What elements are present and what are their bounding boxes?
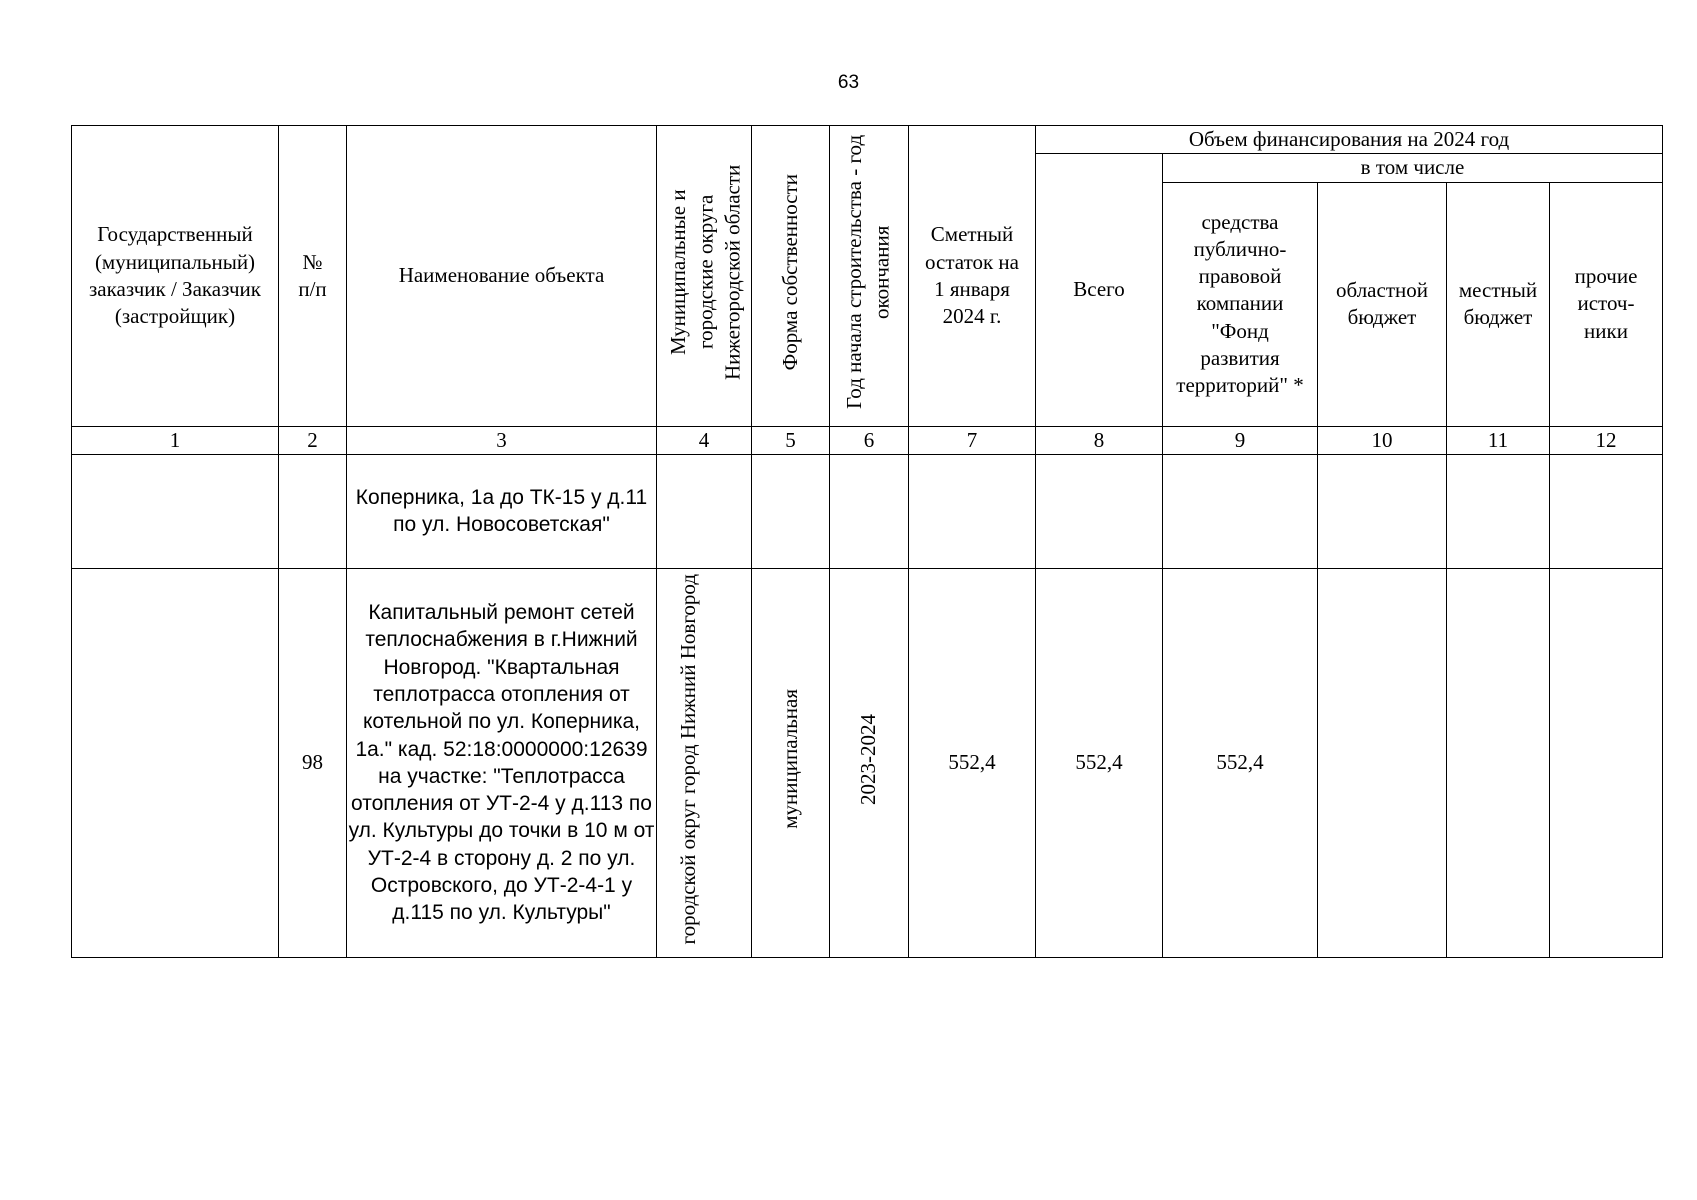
cell-other [1550,568,1663,957]
cell-fund [1163,454,1318,568]
cell-object-name: Капитальный ремонт сетей теплоснабжения в г.Нижний Новгород. "Квартальная теплотрасса отопления от котельной по ул. Коперника, 1а." кад. 52:18:0000000:12639 на участке: "Теплотрасса отопления от УТ-2-4 у д.113 по ул. Культуры до точки в 10 м от УТ-2-4 в сторону д. 2 по ул. Островского, до УТ-2-4-1 у д.115 по ул. Культуры" [347,568,657,957]
cell-municipality-cell [657,568,752,957]
header-total: Всего [1036,154,1163,426]
column-number: 7 [909,426,1036,454]
cell-ownership-cell [752,568,830,957]
column-number: 5 [752,426,830,454]
cell-customer [72,568,279,957]
column-number: 12 [1550,426,1663,454]
table-row [72,454,1663,568]
cell-municipality: городской округ город Нижний Новгород [676,574,700,945]
cell-years-cell [830,568,909,957]
cell-local [1447,568,1550,957]
cell-object-name: Коперника, 1а до ТК-15 у д.11 по ул. Новосоветская" [347,454,657,568]
header-regional: областной бюджет [1318,182,1447,426]
cell-total [1036,454,1163,568]
column-number: 9 [1163,426,1318,454]
cell-years: 2023-2024 [856,713,881,805]
cell-fund: 552,4 [1163,568,1318,957]
cell-num: 98 [279,568,347,957]
header-financing: Объем финансирования на 2024 год [1036,126,1663,154]
header-municipality: Муниципальные и городские округа Нижегородской области [666,164,745,380]
header-num: № п/п [279,126,347,427]
column-number: 2 [279,426,347,454]
column-number: 8 [1036,426,1163,454]
header-ownership: Форма собственности [777,173,802,371]
header-ownership-cell [752,126,830,427]
header-fund: средства публично-правовой компании "Фонд развития территорий" * [1163,182,1318,426]
cell-ownership [752,454,830,568]
column-number: 4 [657,426,752,454]
header-object-name: Наименование объекта [347,126,657,427]
header-estimate: Сметный остаток на 1 января 2024 г. [909,126,1036,427]
column-number-row [72,426,1663,454]
column-number: 10 [1318,426,1447,454]
financing-table [71,125,1663,958]
header-customer: Государственный (муниципальный) заказчик / Заказчик (застройщик) [72,126,279,427]
cell-estimate [909,454,1036,568]
header-local: местный бюджет [1447,182,1550,426]
table-row [72,568,1663,957]
header-including: в том числе [1163,154,1663,182]
column-number: 6 [830,426,909,454]
cell-regional [1318,568,1447,957]
header-years-cell [830,126,909,427]
cell-customer [72,454,279,568]
column-number: 11 [1447,426,1550,454]
cell-other [1550,454,1663,568]
cell-regional [1318,454,1447,568]
cell-local [1447,454,1550,568]
column-number: 3 [347,426,657,454]
cell-estimate: 552,4 [909,568,1036,957]
cell-municipality [657,454,752,568]
cell-total: 552,4 [1036,568,1163,957]
header-municipality-cell [657,126,752,427]
page-number: 63 [837,72,860,93]
cell-num [279,454,347,568]
cell-ownership: муниципальная [777,689,802,830]
header-years: Год начала строительства - год окончания [842,135,894,410]
column-number: 1 [72,426,279,454]
cell-years [830,454,909,568]
header-other: прочие источ-ники [1550,182,1663,426]
